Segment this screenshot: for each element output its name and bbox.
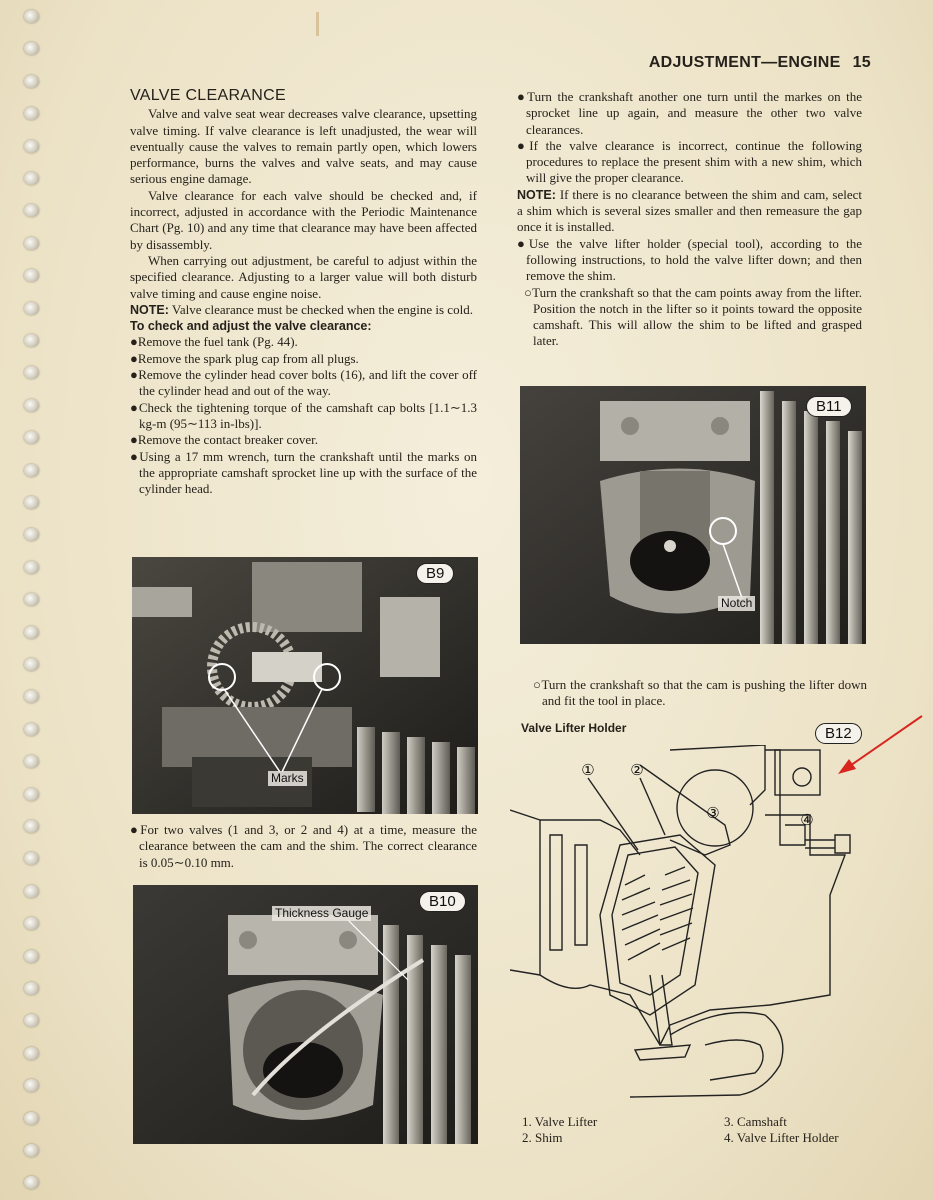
binder-hole	[24, 528, 39, 541]
marker-1: ①	[581, 762, 595, 779]
section-title: VALVE CLEARANCE	[130, 87, 286, 104]
binder-hole	[24, 561, 39, 574]
right-substep-2-block	[526, 677, 867, 710]
header-title: ADJUSTMENT—ENGINE	[648, 54, 841, 71]
binder-holes	[24, 0, 44, 1200]
binder-hole	[24, 431, 39, 444]
note-label: NOTE:	[130, 302, 169, 317]
right-step-holder: ●Use the valve lifter holder (special tool), according to the following instructions, to hold the valve lifter down; and then remove the shim.	[517, 235, 862, 284]
figure-b11-label: B11	[806, 396, 852, 417]
figure-b10-label: B10	[419, 891, 466, 912]
binder-hole	[24, 1079, 39, 1092]
figure-b9-photo	[132, 557, 478, 814]
paragraph-1: Valve and valve seat wear decreases valve clearance, upsetting valve timing. If valve clearance is left unadjusted, the wear will eventually cause the valves to remain partly open, which lowers performance, burns the valves and valve seats, and may cause serious engine damage.	[130, 106, 477, 187]
right-step-1: ●Turn the crankshaft another one turn until the markes on the sprocket line up again, and measure the other two valve clearances.	[517, 89, 862, 137]
step-5: ●Remove the contact breaker cover.	[130, 432, 318, 448]
binder-hole	[24, 172, 39, 185]
step-3: ●Remove the cylinder head cover bolts (16), and lift the cover off the cylinder head and out of the way.	[130, 367, 477, 399]
binder-hole	[24, 399, 39, 412]
binder-hole	[24, 237, 39, 250]
binder-hole	[24, 1176, 39, 1189]
note	[130, 302, 477, 318]
figure-b11-photo	[520, 386, 866, 644]
binder-hole	[24, 950, 39, 963]
binder-hole	[24, 496, 39, 509]
marker-3: ③	[706, 805, 720, 822]
right-note-text: If there is no clearance between the shim and cam, select a shim which is several sizes smaller and then remeasure the gap once it is installed.	[517, 186, 862, 235]
b12-legend-right	[724, 1114, 839, 1146]
legend-item-1: 1. Valve Lifter	[522, 1114, 598, 1129]
annotation-arrow	[830, 712, 930, 782]
left-column	[130, 88, 477, 497]
b10-engine-image	[133, 885, 478, 1144]
binder-hole	[24, 755, 39, 768]
step-2: ●Remove the spark plug cap from all plugs.	[130, 350, 359, 366]
binder-hole	[24, 690, 39, 703]
figure-b9-callout: Marks	[268, 771, 307, 786]
binder-hole	[24, 723, 39, 736]
binder-hole	[24, 820, 39, 833]
binder-hole	[24, 626, 39, 639]
page-header	[649, 54, 871, 72]
note-text: Valve clearance must be checked when the engine is cold.	[171, 301, 473, 317]
binder-hole	[24, 982, 39, 995]
legend-item-3: 3. Camshaft	[724, 1114, 787, 1129]
figure-b12-diagram	[510, 745, 870, 1100]
right-step-2: ●If the valve clearance is incorrect, continue the following procedures to replace the present shim with a new shim, which will give the proper clearance.	[517, 137, 862, 186]
right-substep-1: ○Turn the crankshaft so that the cam points away from the lifter. Position the notch in the lifter so it points toward the opposite camshaft. This will allow the shim to be lifted and grasped later.	[524, 284, 862, 349]
figure-b10-photo	[133, 885, 478, 1144]
page-number: 15	[852, 54, 871, 71]
right-substep-2: ○Turn the crankshaft so that the cam is pushing the lifter down and fit the tool in place.	[533, 677, 867, 709]
figure-b12-label: B12	[815, 723, 862, 744]
marker-2: ②	[630, 762, 644, 779]
binder-hole	[24, 917, 39, 930]
binder-hole	[24, 366, 39, 379]
paper-mark	[316, 12, 319, 36]
binder-hole	[24, 658, 39, 671]
binder-hole	[24, 1014, 39, 1027]
measure-step-text: ●For two valves (1 and 3, or 2 and 4) at a time, measure the clearance between the cam and the shim. The correct clearance is 0.05∼0.10 mm.	[130, 822, 477, 870]
binder-hole	[24, 852, 39, 865]
figure-b12-title: Valve Lifter Holder	[521, 721, 627, 735]
binder-hole	[24, 334, 39, 347]
step-1: ●Remove the fuel tank (Pg. 44).	[130, 334, 298, 350]
right-column	[517, 89, 862, 350]
binder-hole	[24, 1047, 39, 1060]
binder-hole	[24, 464, 39, 477]
b11-engine-image	[520, 386, 866, 644]
binder-hole	[24, 269, 39, 282]
paragraph-3: When carrying out adjustment, be careful to adjust within the specified clearance. Adjusting to a larger value will both disturb valve timing and cause engine noise.	[130, 252, 477, 301]
binder-hole	[24, 593, 39, 606]
step-4: ●Check the tightening torque of the camshaft cap bolts [1.1∼1.3 kg-m (95∼113 in-lbs)].	[130, 399, 477, 431]
legend-item-4: 4. Valve Lifter Holder	[724, 1130, 839, 1145]
right-note	[517, 187, 862, 236]
right-note-label: NOTE:	[517, 187, 556, 202]
binder-hole	[24, 1144, 39, 1157]
binder-hole	[24, 107, 39, 120]
b12-legend-left	[522, 1114, 597, 1146]
binder-hole	[24, 140, 39, 153]
measure-step	[130, 822, 477, 871]
procedure-title: To check and adjust the valve clearance:	[130, 319, 372, 334]
binder-hole	[24, 302, 39, 315]
legend-item-2: 2. Shim	[522, 1130, 563, 1145]
paragraph-2: Valve clearance for each valve should be checked and, if incorrect, adjusted in accordance with the Periodic Maintenance Chart (Pg. 10) and any time that clearance may have been affected by disassembly.	[130, 187, 477, 252]
figure-b9-label: B9	[416, 563, 454, 584]
binder-hole	[24, 10, 39, 23]
step-6: ●Using a 17 mm wrench, turn the crankshaft until the marks on the appropriate camshaft sprocket line up with the surface of the cylinder head.	[130, 448, 477, 497]
binder-hole	[24, 75, 39, 88]
figure-b10-callout: Thickness Gauge	[272, 906, 371, 921]
figure-b11-callout: Notch	[718, 596, 755, 611]
marker-4: ④	[800, 812, 814, 829]
binder-hole	[24, 1112, 39, 1125]
binder-hole	[24, 42, 39, 55]
binder-hole	[24, 885, 39, 898]
binder-hole	[24, 788, 39, 801]
binder-hole	[24, 204, 39, 217]
